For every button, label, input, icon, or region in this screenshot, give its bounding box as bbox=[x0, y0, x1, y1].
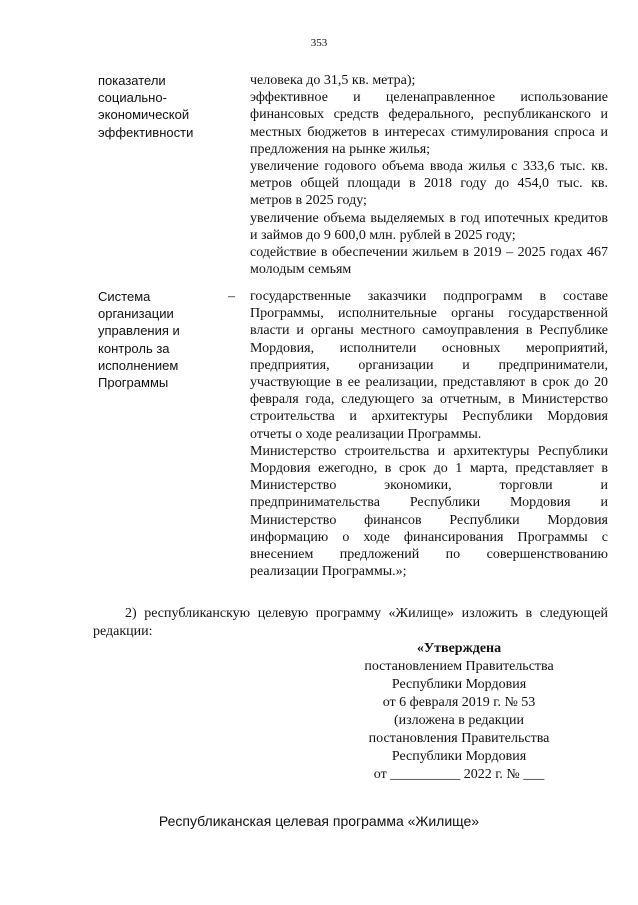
program-title: Республиканская целевая программа «Жилище» bbox=[158, 813, 480, 829]
approval-line: постановлением Правительства bbox=[364, 659, 554, 674]
label-line: управления и bbox=[98, 323, 180, 339]
label-line: показатели bbox=[98, 73, 166, 88]
label-line: экономической bbox=[98, 107, 190, 123]
indicator-paragraph: увеличение объема выделяемых в год ипотечных кредитов и займов до 9 600,0 млн. рублей в 2025 году; bbox=[250, 210, 608, 243]
row-dash: – bbox=[228, 289, 235, 304]
row-label-control-system bbox=[98, 288, 218, 391]
label-line: организации bbox=[98, 306, 174, 322]
control-paragraph: Министерство строительства и архитектуры Республики Мордовия ежегодно, в срок до 1 марта, представляет в Министерство экономики, торговли и предпринимательства Республики Мордовия и Министерство финансов Республики Мордовия информацию о ходе финансирования Программы с внесением предложений по совершенствованию реализации Программы.»; bbox=[250, 443, 608, 580]
page-number: 353 bbox=[310, 37, 328, 49]
label-line: исполнением bbox=[98, 357, 179, 373]
approval-line: Республики Мордовия bbox=[391, 677, 527, 692]
approval-line: от __________ 2022 г. № ___ bbox=[373, 767, 545, 782]
indicator-paragraph: увеличение годового объема ввода жилья с 333,6 тыс. кв. метров общей площади в 2018 году до 454,0 тыс. кв. метров в 2025 году; bbox=[250, 159, 608, 209]
approval-line: от 6 февраля 2019 г. № 53 bbox=[382, 695, 536, 710]
indicator-paragraph: человека до 31,5 кв. метра); bbox=[250, 73, 416, 88]
approval-block bbox=[357, 640, 561, 784]
approval-line: постановления Правительства bbox=[368, 731, 550, 746]
approval-line: Республики Мордовия bbox=[391, 749, 527, 764]
amendment-paragraph: 2) республиканскую целевую программу «Жилище» изложить в следующей редакции: bbox=[93, 606, 608, 639]
approval-line: (изложена в редакции bbox=[394, 713, 524, 728]
row-label-indicators bbox=[98, 72, 218, 141]
approval-stamp: «Утверждена bbox=[416, 641, 502, 656]
row-content-control-system bbox=[250, 288, 608, 580]
label-line: Система bbox=[98, 289, 151, 304]
row-content-indicators bbox=[250, 72, 608, 278]
label-line: эффективности bbox=[98, 124, 194, 140]
label-line: Программы bbox=[98, 375, 169, 391]
indicator-paragraph: эффективное и целенаправленное использование финансовых средств федерального, республиканского и местных бюджетов в интересах стимулирования спроса и предложения на рынке жилья; bbox=[250, 90, 608, 157]
label-line: контроль за bbox=[98, 340, 170, 356]
label-line: социально- bbox=[98, 90, 167, 106]
indicator-paragraph: содействие в обеспечении жильем в 2019 – 2025 годах 467 молодым семьям bbox=[250, 245, 608, 278]
control-paragraph: государственные заказчики подпрограмм в составе Программы, исполнительные органы государственной власти и органы местного самоуправления в Республике Мордовия, исполнители основных мероприятий, предприятия, организации и предприниматели, участвующие в ее реализации, представляют в срок до 20 февраля года, следующего за отчетным, в Министерство строительства и архитектуры Республики Мордовия отчеты о ходе реализации Программы. bbox=[250, 289, 608, 442]
